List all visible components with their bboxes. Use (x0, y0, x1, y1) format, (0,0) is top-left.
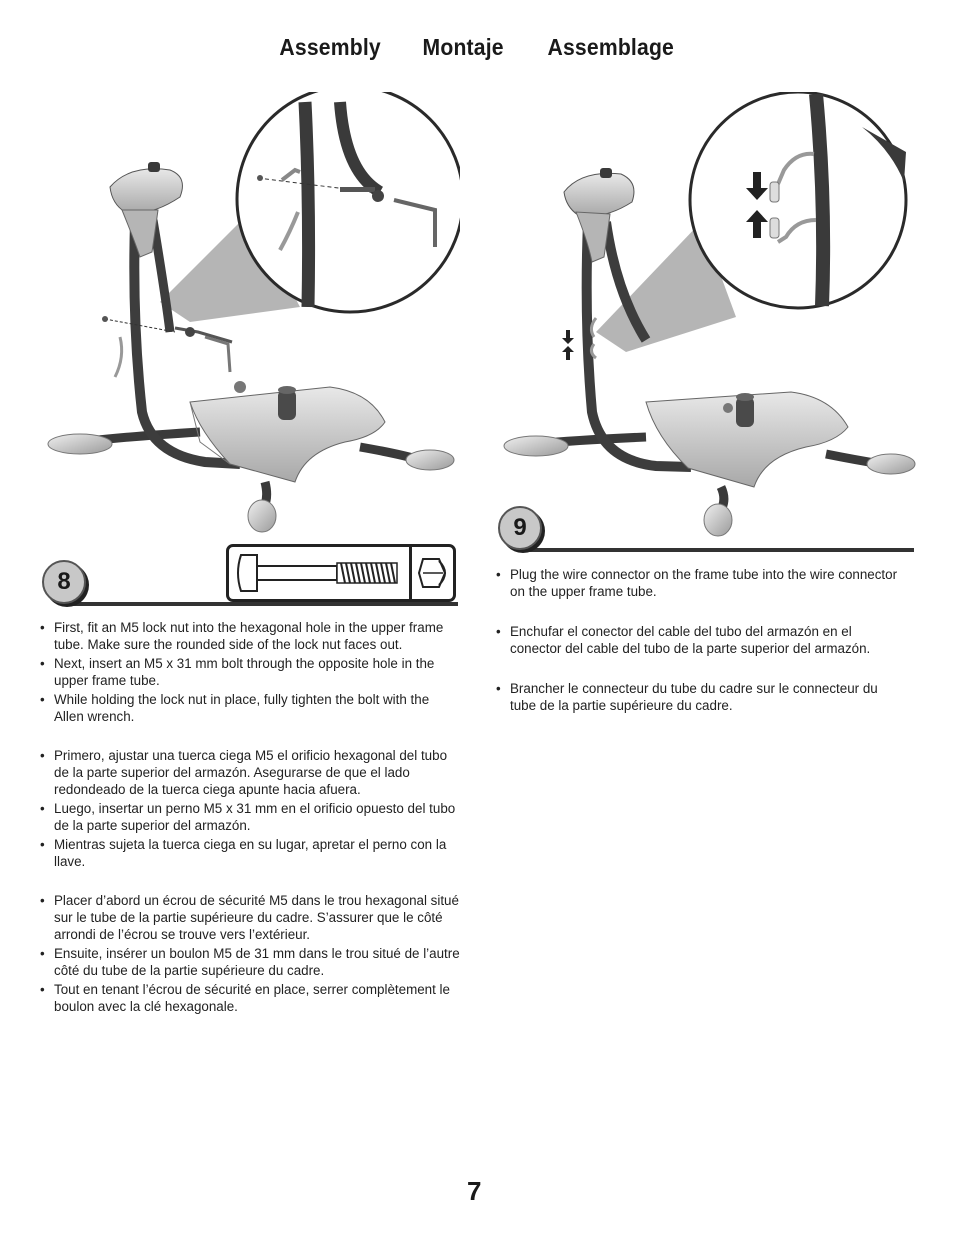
hardware-divider (409, 547, 412, 599)
step-8-french (40, 892, 460, 1015)
page-header (0, 34, 954, 61)
step-8-spanish (40, 747, 460, 870)
step-8-english (40, 619, 460, 725)
list-item: • First, fit an M5 lock nut into the hexagonal hole in the upper frame tube. Make sure the rounded side of the lock nut faces out. (40, 619, 460, 653)
lock-nut-icon (415, 547, 455, 599)
list-item: • Next, insert an M5 x 31 mm bolt through the opposite hole in the upper frame tube. (40, 655, 460, 689)
title-french: Assemblage (547, 34, 674, 60)
list-item: • Primero, ajustar una tuerca ciega M5 el orificio hexagonal del tubo de la parte superior del armazón. Asegurarse de que el lado redondeado de la tuerca ciega apunte hacia afuera. (40, 747, 460, 798)
list-item: • While holding the lock nut in place, fully tighten the bolt with the Allen wrench. (40, 691, 460, 725)
step-8-illustration (40, 92, 460, 540)
list-item: • Brancher le connecteur du tube du cadre sur le connecteur du tube de la partie supérieure du cadre. (496, 680, 906, 714)
list-item: • Luego, insertar un perno M5 x 31 mm en el orificio opuesto del tubo de la parte superior del armazón. (40, 800, 460, 834)
list-item: • Enchufar el conector del cable del tubo del armazón en el conector del cable del tubo de la parte superior del armazón. (496, 623, 906, 657)
step-8-badge: 8 (42, 560, 86, 604)
step-8-bar (64, 602, 458, 606)
step-9-badge: 9 (498, 506, 542, 550)
list-item: • Plug the wire connector on the frame tube into the wire connector on the upper frame tube. (496, 566, 906, 600)
step-9-french (496, 680, 906, 714)
step-9-instructions (496, 566, 906, 716)
title-english: Assembly (279, 34, 381, 60)
list-item: • Placer d’abord un écrou de sécurité M5 dans le trou hexagonal situé sur le tube de la partie supérieure du cadre. S’assurer que le côté arrondi de l’écrou se trouve vers l’extérieur. (40, 892, 460, 943)
step-8-instructions (40, 619, 460, 1017)
hardware-box (226, 544, 456, 602)
page-number: 7 (467, 1176, 482, 1206)
list-item: • Tout en tenant l’écrou de sécurité en place, serrer complètement le boulon avec la clé hexagonale. (40, 981, 460, 1015)
list-item: • Mientras sujeta la tuerca ciega en su lugar, apretar el perno con la llave. (40, 836, 460, 870)
step-9-spanish (496, 623, 906, 657)
step-9-english (496, 566, 906, 600)
bolt-icon (233, 547, 411, 599)
step-9-illustration (496, 92, 916, 540)
step-9-bar (518, 548, 914, 552)
list-item: • Ensuite, insérer un boulon M5 de 31 mm dans le trou situé de l’autre côté du tube de la partie supérieure du cadre. (40, 945, 460, 979)
title-spanish: Montaje (422, 34, 504, 60)
